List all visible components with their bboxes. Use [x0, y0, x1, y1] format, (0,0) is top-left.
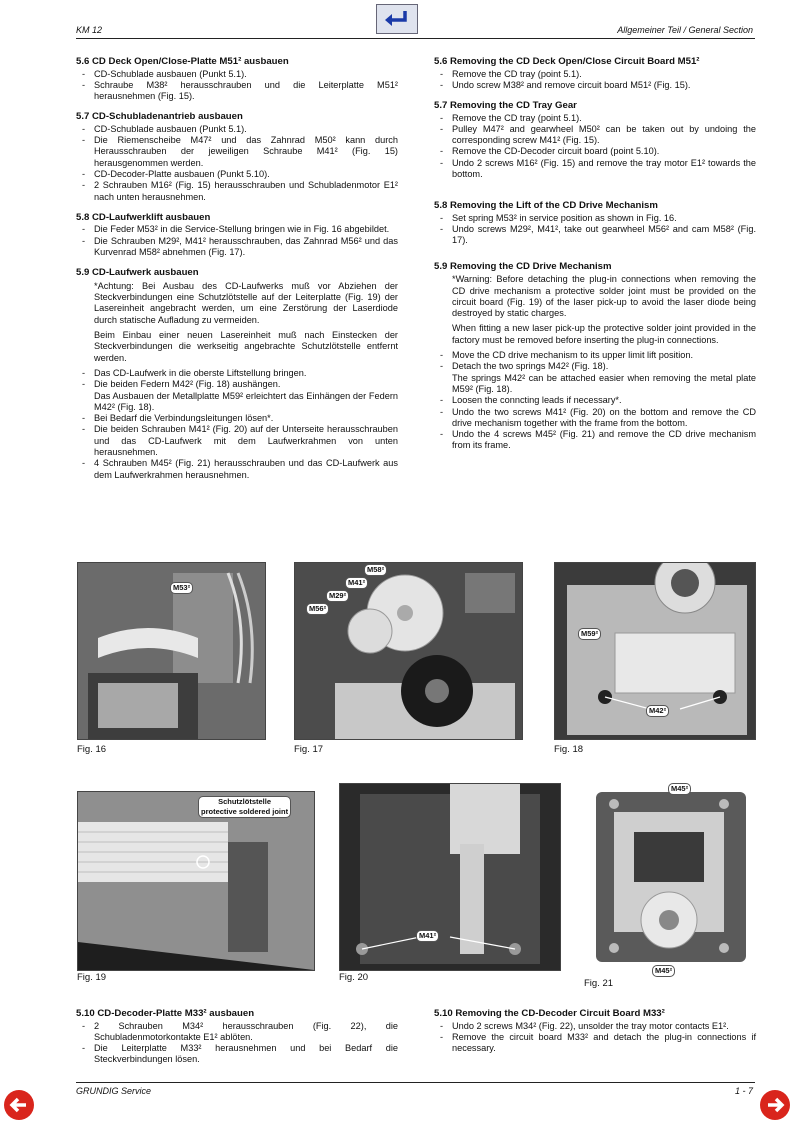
fig20-photo [339, 783, 561, 971]
list-item: - Remove the CD-Decoder circuit board (point 5.10). [434, 146, 756, 157]
list-item: - Pulley M47² and gearwheel M50² can be taken out by undoing the corresponding screw M41² (Fig. 15). [434, 124, 756, 147]
list-item: - Die beiden Schrauben M41² (Fig. 20) auf der Unterseite herausschrauben und das CD-Laufwerk mit dem Laufwerkrahmen von unten herausnehmen. [76, 424, 398, 458]
section-en-5-9 [434, 261, 756, 452]
section-title: 5.6 CD Deck Open/Close-Platte M51² ausbauen [76, 56, 289, 67]
back-button[interactable] [376, 4, 418, 34]
footer-right: 1 - 7 [734, 1086, 753, 1096]
section-title: 5.10 CD-Decoder-Platte M33² ausbauen [76, 1008, 255, 1019]
list-item: - Undo screw M38² and remove circuit board M51² (Fig. 15). [434, 80, 756, 91]
next-page-button[interactable] [760, 1090, 790, 1120]
section-title: 5.9 CD-Laufwerk ausbauen [76, 267, 199, 279]
list-item: - Schraube M38² herausschrauben und die Leiterplatte M51² herausnehmen (Fig. 15). [76, 80, 398, 103]
list-item: - Set spring M53² in service position as shown in Fig. 16. [434, 213, 756, 224]
fig20-caption: Fig. 20 [339, 972, 369, 983]
list-item: - 2 Schrauben M16² (Fig. 15) herausschrauben und Schubladenmotor E1² nach unten herausnehmen. [76, 180, 398, 203]
list-item: The springs M42² can be attached easier when removing the metal plate M59² (Fig. 18). [452, 372, 756, 394]
warning-note: When fitting a new laser pick-up the protective solder joint provided in the factory must be removed before inserting the plug-in connections. [452, 323, 756, 345]
section-de-5-6 [76, 56, 398, 102]
list-item: - Move the CD drive mechanism to its upper limit lift position. [434, 350, 756, 361]
section-de-5-7 [76, 111, 398, 203]
fig19-drawing [78, 792, 314, 970]
fig16-caption: Fig. 16 [77, 744, 107, 755]
header-right: Allgemeiner Teil / General Section [617, 25, 753, 35]
fig21-label-m45-top: M45² [668, 783, 691, 795]
fig17-label-m58: M58² [364, 564, 387, 576]
fig18-label-m42: M42² [646, 705, 669, 717]
fig17-label-m41: M41² [345, 577, 368, 589]
column-de [76, 56, 398, 490]
list-item: Das Ausbauen der Metallplatte M59² erleichtert das Einhängen der Federn M42² (Fig. 18). [94, 390, 398, 412]
header-left: KM 12 [76, 25, 103, 35]
list-item: - 2 Schrauben M34² herausschrauben (Fig. 22), die Schubladenmotorkontakte E1² ablöten. [76, 1021, 398, 1044]
list-item: - Die beiden Federn M42² (Fig. 18) aushängen. [76, 379, 398, 390]
footer-left: GRUNDIG Service [76, 1086, 152, 1096]
fig18-caption: Fig. 18 [554, 744, 584, 755]
list-item: - Die Riemenscheibe M47² und das Zahnrad M50² kann durch Herausschrauben der jeweiligen Schraube M41² (Fig. 15) herausgenommen werden. [76, 135, 398, 169]
list-item: - Das CD-Laufwerk in die oberste Liftstellung bringen. [76, 368, 398, 379]
fig21-label-m45-bottom: M45² [652, 965, 675, 977]
fig17-caption: Fig. 17 [294, 744, 324, 755]
warning-note: *Warning: Before detaching the plug-in connections when removing the CD drive mechanism a protective solder joint must be provided on the circuit board (Fig. 19) of the laser pick-up to avoid the laser diode being destroyed by static charges. [452, 274, 756, 319]
list-item: - Remove the CD tray (point 5.1). [434, 69, 756, 80]
list-item: - Die Feder M53² in die Service-Stellung bringen wie in Fig. 16 abgebildet. [76, 224, 398, 235]
list-item: - Loosen the conncting leads if necessary*. [434, 395, 756, 406]
section-title: 5.9 Removing the CD Drive Mechanism [434, 260, 612, 272]
section-en-5-8 [434, 200, 756, 246]
fig19-label-de: Schutzlötstelle [218, 797, 272, 806]
fig19-label [198, 796, 291, 818]
prev-page-button[interactable] [4, 1090, 34, 1120]
list-item: - Undo 2 screws M16² (Fig. 15) and remove the tray motor E1² towards the bottom. [434, 158, 756, 181]
list-item: - CD-Schublade ausbauen (Punkt 5.1). [76, 124, 398, 135]
fig19-photo [77, 791, 315, 971]
list-item: - Remove the circuit board M33² and detach the plug-in connections if necessary. [434, 1032, 756, 1055]
section-title: 5.8 CD-Laufwerklift ausbauen [76, 211, 211, 223]
fig20-label-m41: M41² [416, 930, 439, 942]
arrow-left-icon [4, 1090, 34, 1120]
section-title: 5.10 Removing the CD-Decoder Circuit Board M33² [434, 1008, 665, 1019]
fig16-label-m53: M53² [170, 582, 193, 594]
list-item: - Detach the two springs M42² (Fig. 18). [434, 361, 756, 372]
section-de-5-10 [76, 1008, 398, 1066]
return-arrow-icon [377, 5, 417, 33]
section-en-5-10 [434, 1008, 756, 1054]
fig17-label-m56: M56² [306, 603, 329, 615]
section-de-5-9 [76, 267, 398, 481]
fig19-caption: Fig. 19 [77, 972, 107, 983]
fig17-label-m29: M29² [326, 590, 349, 602]
list-item: - Bei Bedarf die Verbindungsleitungen lösen*. [76, 413, 398, 424]
fig21-photo [584, 782, 754, 972]
list-item: - Undo the two screws M41² (Fig. 20) on the bottom and remove the CD drive mechanism together with the frame from the bottom. [434, 407, 756, 430]
section-en-5-7 [434, 100, 756, 180]
fig17-photo [294, 562, 523, 740]
section-de-5-8 [76, 212, 398, 258]
list-item: - 4 Schrauben M45² (Fig. 21) herausschrauben und das CD-Laufwerk aus dem Laufwerkrahmen herausnehmen. [76, 458, 398, 481]
list-item: - CD-Decoder-Platte ausbauen (Punkt 5.10). [76, 169, 398, 180]
section-title: 5.7 Removing the CD Tray Gear [434, 100, 577, 112]
list-item: - CD-Schublade ausbauen (Punkt 5.1). [76, 69, 398, 80]
footer-rule [76, 1082, 755, 1083]
list-item: - Remove the CD tray (point 5.1). [434, 113, 756, 124]
section-title: 5.8 Removing the Lift of the CD Drive Mechanism [434, 200, 658, 212]
arrow-right-icon [760, 1090, 790, 1120]
section-title: 5.6 Removing the CD Deck Open/Close Circuit Board M51² [434, 56, 700, 67]
list-item: - Undo 2 screws M34² (Fig. 22), unsolder the tray motor contacts E1². [434, 1021, 756, 1032]
list-item: - Die Schrauben M29², M41² herausschrauben, das Zahnrad M56² und das Kurvenrad M58² abnehmen (Fig. 17). [76, 236, 398, 259]
list-item: - Die Leiterplatte M33² herausnehmen und bei Bedarf die Steckverbindungen lösen. [76, 1043, 398, 1066]
section-title: 5.7 CD-Schubladenantrieb ausbauen [76, 111, 243, 123]
column-en [434, 56, 756, 461]
list-item: - Undo the 4 screws M45² (Fig. 21) and remove the CD drive mechanism from its frame. [434, 429, 756, 452]
fig18-label-m59: M59² [578, 628, 601, 640]
fig21-caption: Fig. 21 [584, 978, 614, 989]
fig20-drawing [340, 784, 560, 970]
fig21-drawing [584, 782, 754, 972]
section-en-5-6 [434, 56, 756, 91]
header-rule [76, 38, 755, 39]
warning-note: Beim Einbau einer neuen Lasereinheit muß nach Einstecken der Steckverbindungen die werkseitig angebrachte Schutzlötstelle entfernt werden. [94, 330, 398, 363]
list-item: - Undo screws M29², M41², take out gearwheel M56² and cam M58² (Fig. 17). [434, 224, 756, 247]
fig19-label-en: protective soldered joint [201, 807, 289, 816]
warning-note: *Achtung: Bei Ausbau des CD-Laufwerks muß vor Abziehen der Steckverbindungen eine Schutzlötstelle auf der Leiterplatte (Fig. 19) der Lasereinheit angebracht werden, um eine Zerstörung der Laserdiode durch statische Aufladung zu vermeiden. [94, 280, 398, 325]
